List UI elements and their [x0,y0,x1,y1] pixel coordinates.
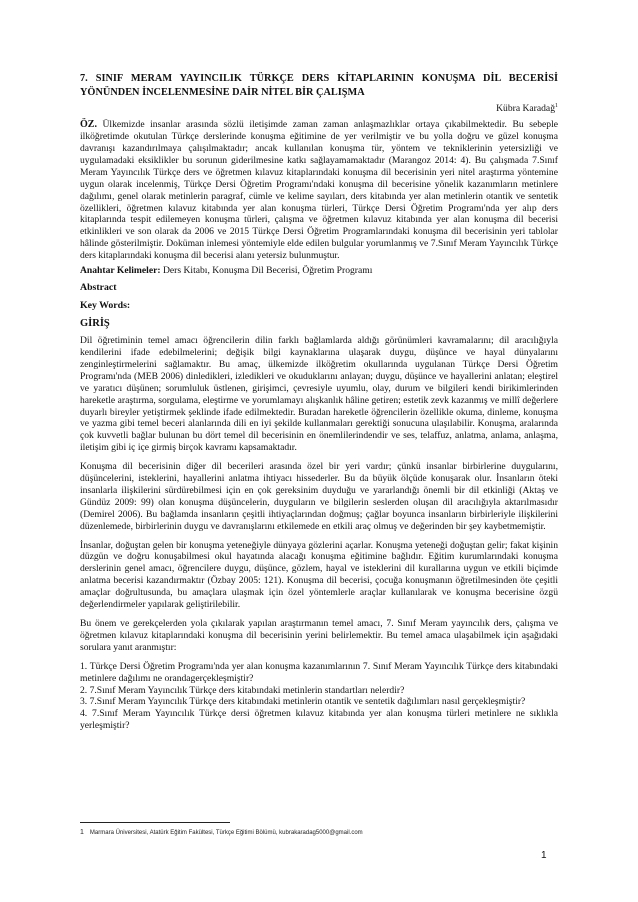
abstract-turkish [80,119,558,262]
page-content [80,72,558,732]
paper-title: 7. SINIF MERAM YAYINCILIK TÜRKÇE DERS KİTAPLARININ KONUŞMA DİL BECERİSİ YÖNÜNDEN İNCELENMESİNE DAİR NİTEL BİR ÇALIŞMA [80,73,558,98]
question-item: 4. 7.Sınıf Meram Yayıncılık Türkçe dersi öğretmen kılavuz kitabında yer alan konuşma türleri metinlere ne sıklıkla yerleşmiştir? [80,708,558,732]
keywords-en-label: Key Words: [80,300,131,312]
page-number: 1 [541,850,547,861]
paragraph: Dil öğretiminin temel amacı öğrencilerin dilin farklı bağlamlarda aldığı görünümleri kavramalarını; dil aracılığıyla kendilerini ifade edebilmelerini; değişik bilgi kaynaklarına ulaşarak duygu, düşünce ve hayal dünyalarını zenginleştirmelerini sağlamaktır. Bu amaç, ülkemizde ilköğretim okullarında uygulanan Türkçe Dersi Öğretim Programı'nda (MEB 2006) dinledikleri, izledikleri ve okuduklarını anlayan; duygu, düşünce ve hayallerini anlatan; eleştirel ve yaratıcı düşünen; sorumluluk üstlenen, girişimci, çevresiyle uyumlu, olay, durum ve bilgileri kendi birikimlerinden hareketle araştırma, sorgulama, eleştirme ve yorumlamayı alışkanlık hâline getiren; estetik zevk kazanmış ve millî değerlere duyarlı bireyler yetiştirmek şeklinde ifade edilmektedir. Buradan hareketle öğrencilerin özellikle okuma, dinleme, konuşma ve yazma gibi temel beceri alanlarında dili en iyi şekilde kullanmaları gerektiği sonucuna ulaşılabilir. Konuşma, aralarında çok kuvvetli bağlar bulunan bu dört temel dil becerisinin en önemlilerindendir ve ses, telaffuz, anlatma, anlama, anlaşma, iletişim gibi iç içe girmiş birçok kavramı kapsamaktadır. [80,335,558,454]
footnote [80,829,363,836]
abstract-text: Ülkemizde insanlar arasında sözlü iletişimde zaman zaman anlaşmazlıklar ortaya çıkabilmektedir. Bu sebeple ilköğretimde okutulan Türkçe derslerinde konuşma eğitimine de yer verilmiştir ve bu yolla doğru ve güzel konuşma davranışı kazandırılmaya çalışılmaktadır; ancak kullanılan konuşma tür, yöntem ve tekniklerinin yetersizliği ve uygulamadaki eksiklikler bu sorunun giderilmesine katkı sağlayamamaktadır (Marangoz 2014: 4). Bu çalışmada 7.Sınıf Meram Yayıncılık Türkçe ders ve öğretmen kılavuz kitaplarındaki konuşma dil becerisinin yeri nitel araştırma yöntemine uygun olarak incelenmiş, Türkçe Dersi Öğretim Programı'ndaki konuşma dil becerisine yönelik kazanımların metinlere dağılımı, genel olarak metinlerin paragraf, cümle ve kelime sayıları, ders kitabında yer alan metinlerin otantik ve sentetik özellikleri, öğretmen kılavuz kitabında yer alan konuşma türleri, Türkçe Dersi Öğretim Programı'nda yer alıp ders kitaplarında tespit edilemeyen konuşma türleri, çalışma ve öğretmen kılavuz kitabında yer alan konuşma dil becerisi etkinlikleri ve son olarak da 2006 ve 2015 Türkçe Dersi Öğretim Programlarındaki konuşma dil becerisinin yeri tablolar hâlinde gösterilmiştir. Doküman inlemesi yöntemiyle elde edilen bulgular yorumlanmış ve 7.Sınıf Meram Yayıncılık Türkçe ders kitaplarındaki konuşma dil becerisi alanı yetersiz bulunmuştur. [80,119,558,262]
question-item: 1. Türkçe Dersi Öğretim Programı'nda yer alan konuşma kazanımlarının 7. Sınıf Meram Yayıncılık Türkçe ders kitabındaki metinlere dağılımı ne orandagerçekleşmiştir? [80,660,558,684]
abstract-label: ÖZ. [80,119,97,131]
author-footnote-mark: 1 [555,103,558,109]
keywords-line [80,265,558,277]
paragraph: İnsanlar, doğuştan gelen bir konuşma yeteneğiyle dünyaya gözlerini açarlar. Konuşma yeteneği doğuştan gelir; fakat kişinin düzgün ve doğru konuşabilmesi okul hayatında alacağı konuşma eğitimine bağlıdır. Eğitim kurumlarındaki konuşma derslerinin genel amacı, öğrencilere duygu, düşünce, gözlem, hayal ve isteklerini dil kurallarına uygun ve etkili biçimde anlatma becerisi kazandırmaktır (Özbay 2005: 121). Konuşma dil becerisi, çocuğa konuşmanın öğretilmesinden öte çeşitli amaçlar doğrultusunda, bu amaçlara ulaşmak için özel yöntemlerle araçlar kullanılarak ve konuşma becerisine özgü değerlendirmeler yapılarak geliştirilebilir. [80,539,558,611]
paragraph: Bu önem ve gerekçelerden yola çıkılarak yapılan araştırmanın temel amacı, 7. Sınıf Meram yayıncılık ders, çalışma ve öğretmen kılavuz kitaplarındaki konuşma dil becerisinin yerini belirlemektir. Bu temel amaca ulaşabilmek için aşağıdaki sorulara yanıt aranmıştır: [80,618,558,653]
paragraph: Konuşma dil becerisinin diğer dil becerileri arasında özel bir yeri vardır; çünkü insanlar birbirlerine duygularını, düşüncelerini, isteklerini, hayallerini anlatma ihtiyacı hissederler. Bu da büyük ölçüde konuşarak olur. İnsanların öteki insanlarla ilişkilerini sürdürebilmesi için en çok gereksinim duyduğu ve yararlandığı önemli bir dil etkinliği (Aktaş ve Gündüz 2009: 99) olan konuşma düşüncelerin, duyguların ve bilgilerin seslerden oluşan dil aracılığıyla aktarılmasıdır (Demirel 2006). Bu bağlamda insanların çeşitli ihtiyaçlarından doğmuş; çağlar boyunca insanların birbirleriyle ilişkilerini düzenlemede, birbirlerinin duygu ve davranışlarını etkilemede en etkili araç olmuş ve değerinden bir şey kaybetmemiştir. [80,461,558,532]
abstract-en-label: Abstract [80,282,117,294]
keywords-label: Anahtar Kelimeler: [80,265,161,277]
question-item: 3. 7.Sınıf Meram Yayıncılık Türkçe ders kitabındaki metinlerin otantik ve sentetik dağılımları nasıl gerçekleşmiştir? [80,696,526,708]
intro-heading: GİRİŞ [80,318,110,330]
author-line [80,100,558,115]
author-name: Kübra Karadağ [496,103,555,115]
question-item: 2. 7.Sınıf Meram Yayıncılık Türkçe ders kitabındaki metinlerin standartları nelerdir? [80,684,405,696]
footnote-mark: 1 [80,829,84,836]
research-questions [80,661,558,732]
footnote-text: Marmara Üniversitesi, Atatürk Eğitim Fakültesi, Türkçe Eğitimi Bölümü, kubrakaradag5000@gmail.com [89,830,363,836]
footnote-divider [80,822,230,823]
keywords-text: Ders Kitabı, Konuşma Dil Becerisi, Öğretim Programı [162,265,373,277]
